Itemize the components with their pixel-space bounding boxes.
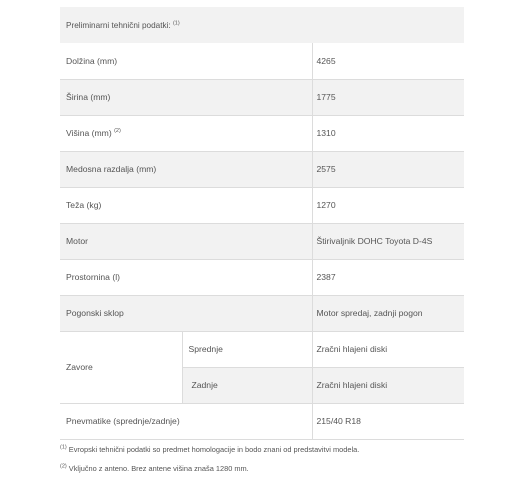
spec-row-length bbox=[60, 43, 464, 79]
spec-label: Medosna razdalja (mm) bbox=[60, 151, 312, 187]
spec-label: Teža (kg) bbox=[60, 187, 312, 223]
spec-label: Motor bbox=[60, 223, 312, 259]
spec-label: Dolžina (mm) bbox=[60, 43, 312, 79]
spec-row-displacement bbox=[60, 259, 464, 295]
footnote-2: $^{(2)}$ Vključno z anteno. Brez antene višina znaša 1280 mm. bbox=[60, 463, 249, 473]
spec-label: Višina (mm) $^{(2)}$ bbox=[60, 115, 312, 151]
spec-row-drivetrain bbox=[60, 295, 464, 331]
spec-table-title: Preliminarni tehnični podatki: $^{(1)}$ bbox=[60, 7, 464, 43]
spec-label-brakes: Zavore bbox=[60, 331, 182, 403]
spec-row-wheelbase bbox=[60, 151, 464, 187]
spec-value: 2387 bbox=[312, 259, 464, 295]
spec-label: Širina (mm) bbox=[60, 79, 312, 115]
spec-row-tyres bbox=[60, 403, 464, 439]
spec-row-brakes-front bbox=[60, 331, 464, 367]
spec-value: 1775 bbox=[312, 79, 464, 115]
spec-label: Pnevmatike (sprednje/zadnje) bbox=[60, 403, 312, 439]
spec-value: 1270 bbox=[312, 187, 464, 223]
spec-sublabel-front: Sprednje bbox=[182, 331, 312, 367]
spec-label: Pogonski sklop bbox=[60, 295, 312, 331]
spec-row-width bbox=[60, 79, 464, 115]
spec-value: 1310 bbox=[312, 115, 464, 151]
footnotes bbox=[60, 444, 359, 482]
spec-value: 4265 bbox=[312, 43, 464, 79]
spec-value: Zračni hlajeni diski bbox=[312, 367, 464, 403]
spec-value: 2575 bbox=[312, 151, 464, 187]
footnote-1: $^{(1)}$ Evropski tehnični podatki so predmet homologacije in bodo znani od predstavitvi modela. bbox=[60, 444, 360, 454]
spec-label: Prostornina (l) bbox=[60, 259, 312, 295]
spec-sublabel-rear: Zadnje bbox=[182, 367, 312, 403]
spec-table bbox=[60, 7, 464, 440]
spec-table-header bbox=[60, 7, 464, 43]
spec-value: Zračni hlajeni diski bbox=[312, 331, 464, 367]
spec-row-engine bbox=[60, 223, 464, 259]
spec-value: Štirivaljnik DOHC Toyota D-4S bbox=[312, 223, 464, 259]
footnote-ref-1: (1) bbox=[172, 19, 180, 26]
spec-row-weight bbox=[60, 187, 464, 223]
spec-value: Motor spredaj, zadnji pogon bbox=[312, 295, 464, 331]
spec-value: 215/40 R18 bbox=[312, 403, 464, 439]
spec-row-height bbox=[60, 115, 464, 151]
footnote-ref-2: (2) bbox=[114, 128, 121, 135]
